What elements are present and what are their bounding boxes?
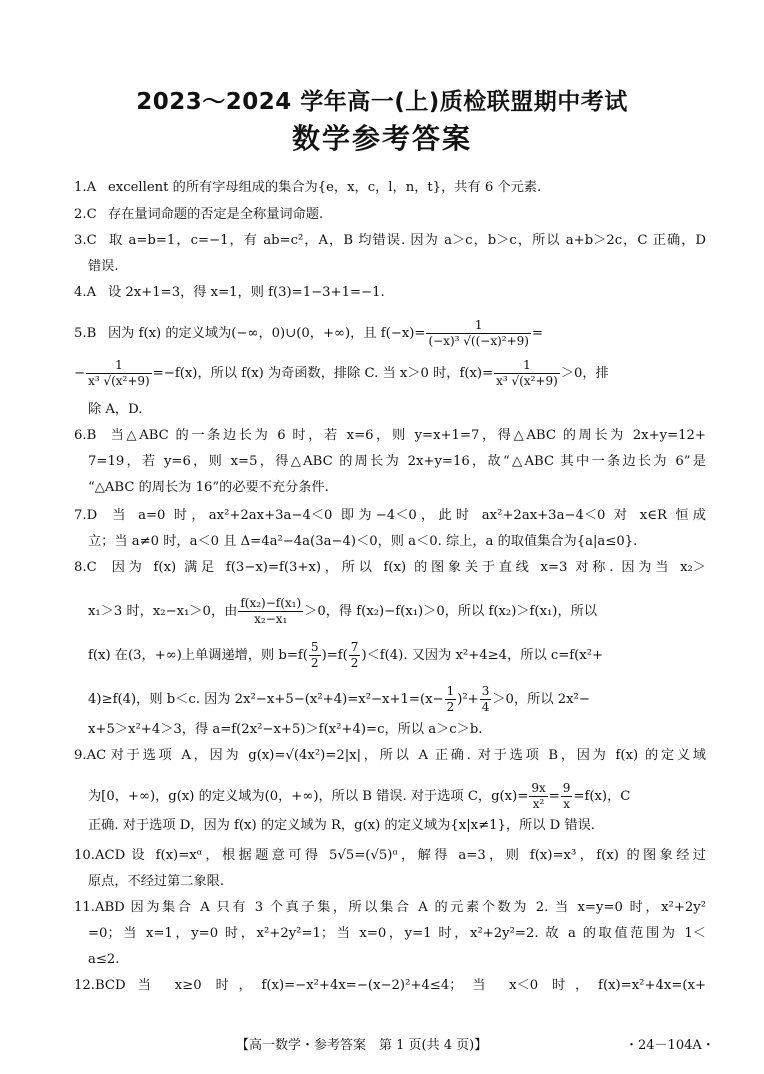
answer-text: 7=19，若 y=6，则 x=5，得△ABC 的周长为 2x+y=16，故“△ABC 其中一条边长为 6”是: [88, 454, 706, 469]
answer-number: 7.D: [74, 508, 98, 523]
answer-text: 因为 f(x) 的定义域为(−∞，0)∪(0，+∞)，且 f(−x)=: [108, 326, 426, 341]
answer-text: “△ABC 的周长为 16”的必要不充分条件.: [88, 480, 329, 495]
answer-text: ＞0，得 f(x₂)−f(x₁)＞0，所以 f(x₂)＞f(x₁)，所以: [304, 604, 598, 619]
answer-text: ＞0，所以 2x²−: [492, 692, 590, 707]
answer-number: 3.C: [74, 233, 97, 248]
answer-text: 当△ABC 的一条边长为 6 时，若 x=6，则 y=x+1=7，得△ABC 的周长为 2x+y=12+: [108, 428, 706, 443]
answer-text: 存在量词命题的否定是全称量词命题.: [108, 207, 324, 222]
answer-text: 因为 f(x) 满足 f(3−x)=f(3+x)，所以 f(x) 的图象关于直线 x=3 对称. 因为当 x₂＞: [108, 560, 706, 575]
fraction: $\frac{\text{f(x₂)−f(x₁)}}{\text{x₂−x₁}}$: [240, 596, 302, 626]
answer-text: =f(x)，C: [573, 789, 631, 804]
answer-text: x+5＞x²+4＞3，得 a=f(2x²−x+5)＞f(x²+4)=c，所以 a＞c＞b.: [88, 722, 483, 737]
fraction: $\frac{9x}{\text{x²}}$: [531, 781, 546, 811]
fraction: $\frac{1}{\text{x³ √(x²+9)}}$: [88, 358, 150, 388]
fraction: $\frac{7}{2}$: [350, 640, 359, 670]
footer-doc-code: ・24－104A・: [625, 1038, 715, 1053]
answer-number: 5.B: [74, 326, 97, 341]
answer-number: 8.C: [74, 560, 97, 575]
answer-text: 设 2x+1=3，得 x=1，则 f(3)=1−3+1=−1.: [108, 285, 385, 300]
answer-text: 为[0，+∞)，g(x) 的定义域为(0，+∞)，所以 B 错误. 对于选项 C，g(x)=: [88, 789, 529, 804]
fraction: $\frac{1}{\text{x³ √(x²+9)}}$: [496, 358, 558, 388]
doc-subtitle: 数学参考答案: [291, 122, 472, 155]
answer-text: =: [548, 789, 560, 804]
answer-text: ＞0，排: [560, 366, 609, 381]
answer-text: )²+: [457, 692, 479, 707]
answer-text: 错误.: [88, 259, 119, 274]
answer-text: 除 A，D.: [88, 402, 143, 417]
answer-text: a≤2.: [88, 952, 120, 967]
fraction: $\frac{3}{4}$: [481, 684, 490, 714]
fraction: $\frac{5}{2}$: [310, 640, 319, 670]
answer-text: excellent 的所有字母组成的集合为{e，x，c，l，n，t}，共有 6 个元素.: [108, 180, 542, 195]
answer-text: 立；当 a≠0 时，a＜0 且 Δ=4a²−4a(3a−4)＜0，则 a＜0. 综上，a 的取值集合为{a|a≤0}.: [88, 534, 638, 549]
answer-sheet-page: 2023～2024 学年高一(上)质检联盟期中考试 数学参考答案 1.A excellent 的所有字母组成的集合为{e，x，c，l，n，t}，共有 6 个元素. 2.C 存在量词命题的否定是全称量词命题. 3.C 取 a=b=1，c=−1，有 ab=c²，A，B 均错误. 因为 a＞c，b＞c，所以 a+b＞2c，C 正确，D 错误. 4.A 设 2x+1=3，得 x=1，则 f(3)=1−3+1=−1. 5.B 因为 f(x) 的定义域为(−∞，0)∪(0，+∞)，且 f(−x)= $\frac{1}{\text{(−x)³ √((−x)²+9)}}$ = − $\frac{1}{\text{x³ √(x²+9)}}$ =−f(x)，所以 f(x) 为奇函数，排除 C. 当 x＞0 时，f(x)= $\frac{1}{\text{x³ √(x²+9)}}$ ＞0，排 除 A，D. 6.B 当△ABC 的一条边长为 6 时，若 x=6，则 y=x+1=7，得△ABC 的周长为 2x+y=12+ 7=19，若 y=6，则 x=5，得△ABC 的周长为 2x+y=16，故“△ABC 其中一条边长为 6”是 “△ABC 的周长为 16”的必要不充分条件. 7.D 当 a=0 时，ax²+2ax+3a−4＜0 即为−4＜0，此时 ax²+2ax+3a−4＜0 对 x∈R 恒成 立；当 a≠0 时，a＜0 且 Δ=4a²−4a(3a−4)＜0，则 a＜0. 综上，a 的取值集合为{a|a≤0}. 8.C 因为 f(x) 满足 f(3−x)=f(3+x)，所以 f(x) 的图象关于直线 x=3 对称. 因为当 x₂＞ x₁＞3 时，x₂−x₁＞0，由 $\frac{\text{f(x₂)−f(x₁)}}{\text{x₂−x₁}}$ ＞0，得 f(x₂)−f(x₁)＞0，所以 f(x₂)＞f(x₁)，所以 f(x) 在(3，+∞)上单调递增，则 b=f( $\frac{5}{2}$ )=f( $\frac{7}{2}$ )＜f(4). 又因为 x²+4≥4，所以 c=f(x²+ 4)≥f(4)，则 b＜c. 因为 2x²−x+5−(x²+4)=x²−x+1=(x− $\frac{1}{2}$ )²+ $\frac{3}{4}$ ＞0，所以 2x²− x+5＞x²+4＞3，得 a=f(2x²−x+5)＞f(x²+4)=c，所以 a＞c＞b. 9.AC 对于选项 A，因为 g(x)=√(4x²)=2|x|，所以 A 正确. 对于选项 B，因为 f(x) 的定义域 为[0，+∞)，g(x) 的定义域为(0，+∞)，所以 B 错误. 对于选项 C，g(x)= $\frac{9x}{\text{x²}}$ = $\frac{9}{x}$ =f(x)，C 正确. 对于选项 D，因为 f(x) 的定义域为 R，g(x) 的定义域为{x|x≠1}，所以 D 错误. 10.ACD 设 f(x)=xᵅ，根据题意可得 5√5=(√5)ᵅ，解得 a=3，则 f(x)=x³，f(x) 的图象经过 原点，不经过第二象限. 11.ABD 因为集合 A 只有 3 个真子集，所以集合 A 的元素个数为 2. 当 x=y=0 时，x²+2y² =0；当 x=1，y=0 时，x²+2y²=1；当 x=0，y=1 时，x²+2y²=2. 故 a 的取值范围为 1＜ a≤2. 12.BCD 当 x≥0 时，f(x)=−x²+4x=−(x−2)²+4≤4；当 x＜0 时，f(x)=x²+4x=(x+ 【高一数学・参考答案 第 1 页(共 4 页)】 ・24－104A・: [0, 0, 764, 1074]
answer-text: 正确. 对于选项 D，因为 f(x) 的定义域为 R，g(x) 的定义域为{x|x≠1}，所以 D 错误.: [88, 818, 595, 833]
answer-text: 当 x≥0 时，f(x)=−x²+4x=−(x−2)²+4≤4；当 x＜0 时，f(x)=x²+4x=(x+: [128, 978, 706, 993]
answer-number: 6.B: [74, 428, 97, 443]
answer-text: 当 a=0 时，ax²+2ax+3a−4＜0 即为−4＜0，此时 ax²+2ax+3a−4＜0 对 x∈R 恒成: [108, 508, 706, 523]
answer-text: =−f(x)，所以 f(x) 为奇函数，排除 C. 当 x＞0 时，f(x)=: [152, 366, 494, 381]
answer-number: 10.ACD: [74, 848, 126, 863]
answer-number: 9.AC: [74, 748, 107, 763]
answer-text: 设 f(x)=xᵅ，根据题意可得 5√5=(√5)ᵅ，解得 a=3，则 f(x)=x³，f(x) 的图象经过: [128, 848, 706, 863]
answer-text: )=f(: [321, 648, 348, 663]
answer-text: f(x) 在(3，+∞)上单调递增，则 b=f(: [88, 648, 308, 663]
answer-text: =0；当 x=1，y=0 时，x²+2y²=1；当 x=0，y=1 时，x²+2y²=2. 故 a 的取值范围为 1＜: [88, 926, 706, 941]
footer-page-info: 【高一数学・参考答案 第 1 页(共 4 页)】: [236, 1038, 488, 1053]
answer-number: 1.A: [74, 180, 97, 195]
answer-text: 因为集合 A 只有 3 个真子集，所以集合 A 的元素个数为 2. 当 x=y=0 时，x²+2y²: [128, 900, 706, 915]
answer-number: 4.A: [74, 285, 97, 300]
answer-text: 4)≥f(4)，则 b＜c. 因为 2x²−x+5−(x²+4)=x²−x+1=(x−: [88, 692, 444, 707]
exam-title: 2023～2024 学年高一(上)质检联盟期中考试: [136, 89, 628, 115]
answer-number: 12.BCD: [74, 978, 126, 993]
answer-number: 2.C: [74, 207, 97, 222]
fraction: $\frac{1}{2}$: [446, 684, 455, 714]
answer-text: 取 a=b=1，c=−1，有 ab=c²，A，B 均错误. 因为 a＞c，b＞c，所以 a+b＞2c，C 正确，D: [108, 233, 706, 248]
answer-number: 11.ABD: [74, 900, 125, 915]
answer-text: 原点，不经过第二象限.: [88, 874, 225, 889]
answer-text: )＜f(4). 又因为 x²+4≥4，所以 c=f(x²+: [361, 648, 604, 663]
fraction: $\frac{1}{\text{(−x)³ √((−x)²+9)}}$: [428, 318, 529, 348]
answer-text: 对于选项 A，因为 g(x)=√(4x²)=2|x|，所以 A 正确. 对于选项 B，因为 f(x) 的定义域: [108, 748, 706, 763]
fraction: $\frac{9}{x}$: [562, 781, 571, 811]
answer-text: x₁＞3 时，x₂−x₁＞0，由: [88, 604, 238, 619]
